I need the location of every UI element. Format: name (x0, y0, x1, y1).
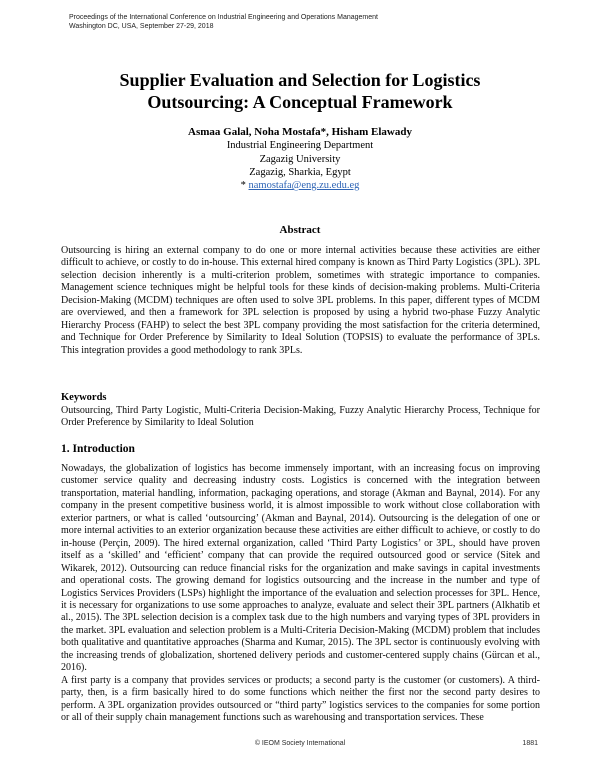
page-footer (0, 739, 600, 751)
footer-page-number: 1881 (522, 740, 538, 747)
abstract-heading: Abstract (279, 224, 321, 236)
footer-copyright: © IEOM Society International (254, 740, 346, 747)
corresponding-author-marker: * (240, 180, 246, 192)
running-header-line-2: Washington DC, USA, September 27-29, 2018 (69, 23, 214, 30)
author-block (0, 126, 600, 192)
author-email-link[interactable]: namostafa@eng.zu.edu.eg (248, 180, 360, 192)
paper-title-line-2: Outsourcing: A Conceptual Framework (147, 92, 453, 112)
keywords-heading: Keywords (61, 392, 107, 403)
author-university: Zagazig University (259, 153, 341, 165)
introduction-text (61, 463, 540, 725)
author-names: Asmaa Galal, Noha Mostafa*, Hisham Elawady (188, 126, 412, 138)
author-department: Industrial Engineering Department (226, 140, 374, 152)
paper-title-line-1: Supplier Evaluation and Selection for Logistics (119, 70, 481, 90)
running-header-line-1: Proceedings of the International Conference on Industrial Engineering and Operations Management (69, 14, 378, 21)
introduction-paragraph-1: Nowadays, the globalization of logistics has become immensely important, with an increasing focus on improving customer service quality and decreasing industry costs. Logistics is concerned with the integration between transportation, material handling, information, packaging operations, and storage (Akman and Baynal, 2014). For any company in the present competitive business world, it is almost impossible to work without close collaboration with exterior partners, or what is called ‘outsourcing’ (Akman and Baynal, 2014). Outsourcing is the delegation of one or more internal activities to an exterior organization because these activities are either difficult to achieve, or costly to do in-house (Perçin, 2009). The hired external organization, called ‘Third Party Logistics’ or 3PL, should have proven itself as a ‘skilled’ and ‘efficient’ company that can provide the required outsourced good or service (Sitek and Wikarek, 2012). Outsourcing can reduce financial risks for the organization and make savings in capital investments and operational costs. The growing demand for logistics outsourcing and the increase in the number and type of Logistics Services Providers (LSPs) highlight the importance of the evaluation and selection processes for 3PL. Hence, it is necessary for organizations to use some approaches to analyze, evaluate and select their 3PL partners (Alkhatib et al., 2015). The 3PL selection decision is a complex task due to the high numbers and varying types of 3PL providers in the market. 3PL evaluation and selection problem is a Multi-Criteria Decision-Making (MCDM) problem that includes both qualitative and quantitative approaches (Sharma and Kumar, 2015). The 3PL sector is continuously evolving with the increasing trends of globalization, shortened delivery periods and customer-centered supply chains (Gürcan et al., 2016). (61, 463, 540, 674)
introduction-paragraph-2: A first party is a company that provides services or products; a second party is the customer (or customers). A third-party, then, is a firm basically hired to do some functions which neither the first nor the second party desires to perform. A 3PL organization provides outsourced or “third party” logistics services to the companies for some portion or all of their supply chain management functions such as warehousing and transportation services. These (61, 674, 540, 724)
keywords-text: Outsourcing, Third Party Logistic, Multi-Criteria Decision-Making, Fuzzy Analytic Hierarchy Process, Technique for Order Preference by Similarity to Ideal Solution (61, 405, 540, 429)
author-email-row (0, 179, 600, 192)
running-header (69, 13, 560, 31)
author-location: Zagazig, Sharkia, Egypt (249, 166, 351, 178)
paper-title (0, 69, 600, 113)
abstract-text: Outsourcing is hiring an external company to do one or more internal activities because these activities are either difficult to achieve, or costly to do in-house. This external hired company is known as Third Party Logistics (3PL). 3PL selection decision inherently is a multi-criterion problem, sometimes with strategic importance to companies. Management science techniques might be helpful tools for these kinds of decision-making problems. Multi-Criteria Decision-Making (MCDM) techniques are often used to solve 3PL problems. In this paper, different types of MCDM are overviewed, and then a framework for 3PL selection is proposed by using a hybrid two-phase Fuzzy Analytic Hierarchy Process (FAHP) to select the best 3PL company providing the most satisfaction for the criteria determined, and Technique for Order Preference by Similarity to Ideal Solution (TOPSIS) to evaluate the performance of 3PLs. This integration provides a good methodology to rank 3PLs. (61, 245, 540, 356)
keywords-section (61, 392, 540, 430)
introduction-heading: 1. Introduction (61, 443, 135, 455)
